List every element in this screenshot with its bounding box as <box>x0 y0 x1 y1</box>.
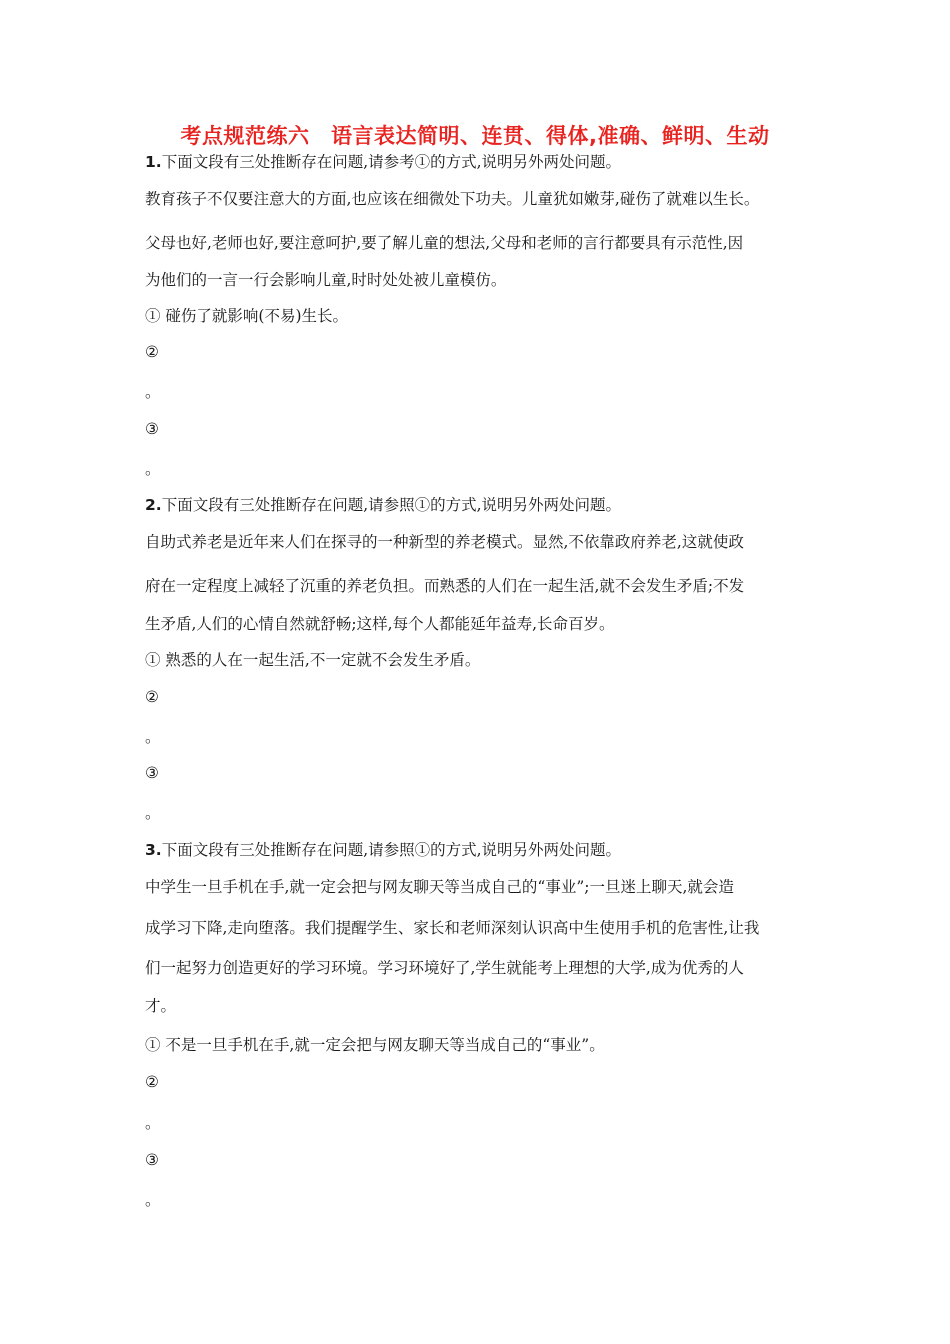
answer-blank-period: 。 <box>145 1114 161 1132</box>
question-prompt: 下面文段有三处推断存在问题,请参考①的方式,说明另外两处问题。 <box>161 153 622 171</box>
page-title: 考点规范练六 语言表达简明、连贯、得体,准确、鲜明、生动 <box>180 124 770 148</box>
question-number: 1. <box>145 153 162 171</box>
passage-line: 们一起努力创造更好的学习环境。学习环境好了,学生就能考上理想的大学,成为优秀的人 <box>145 959 744 977</box>
question-prompt: 下面文段有三处推断存在问题,请参照①的方式,说明另外两处问题。 <box>161 496 622 514</box>
answer-blank-period: 。 <box>145 1191 161 1209</box>
passage-line: 成学习下降,走向堕落。我们提醒学生、家长和老师深刻认识高中生使用手机的危害性,让我 <box>145 919 760 937</box>
question-2-prompt <box>145 495 815 515</box>
passage-line: 中学生一旦手机在手,就一定会把与网友聊天等当成自己的“事业”;一旦迷上聊天,就会造 <box>145 878 734 896</box>
passage-line: 为他们的一言一行会影响儿童,时时处处被儿童模仿。 <box>145 271 507 289</box>
question-number: 3. <box>145 841 162 859</box>
answer-blank-period: 。 <box>145 460 161 478</box>
answer-blank-period: 。 <box>145 728 161 746</box>
answer-line-3: ③ <box>145 420 159 438</box>
passage-line: 府在一定程度上减轻了沉重的养老负担。而熟悉的人们在一起生活,就不会发生矛盾;不发 <box>145 577 745 595</box>
answer-line-2: ② <box>145 1073 159 1091</box>
passage-line: 才。 <box>145 997 177 1015</box>
passage-line: 自助式养老是近年来人们在探寻的一种新型的养老模式。显然,不依靠政府养老,这就使政 <box>145 533 744 551</box>
answer-line-1: ① 熟悉的人在一起生活,不一定就不会发生矛盾。 <box>145 651 481 669</box>
answer-line-1: ① 碰伤了就影响(不易)生长。 <box>145 307 349 325</box>
answer-line-3: ③ <box>145 764 159 782</box>
passage-line: 父母也好,老师也好,要注意呵护,要了解儿童的想法,父母和老师的言行都要具有示范性,因 <box>145 234 744 252</box>
answer-line-2: ② <box>145 688 159 706</box>
answer-blank-period: 。 <box>145 804 161 822</box>
question-1-prompt <box>145 152 815 172</box>
question-prompt: 下面文段有三处推断存在问题,请参照①的方式,说明另外两处问题。 <box>161 841 622 859</box>
passage-line: 教育孩子不仅要注意大的方面,也应该在细微处下功夫。儿童犹如嫩芽,碰伤了就难以生长。 <box>145 190 760 208</box>
question-number: 2. <box>145 496 162 514</box>
passage-line: 生矛盾,人们的心情自然就舒畅;这样,每个人都能延年益寿,长命百岁。 <box>145 615 615 633</box>
answer-blank-period: 。 <box>145 383 161 401</box>
question-3-prompt <box>145 840 815 860</box>
answer-line-2: ② <box>145 343 159 361</box>
answer-line-3: ③ <box>145 1151 159 1169</box>
answer-line-1: ① 不是一旦手机在手,就一定会把与网友聊天等当成自己的“事业”。 <box>145 1036 605 1054</box>
